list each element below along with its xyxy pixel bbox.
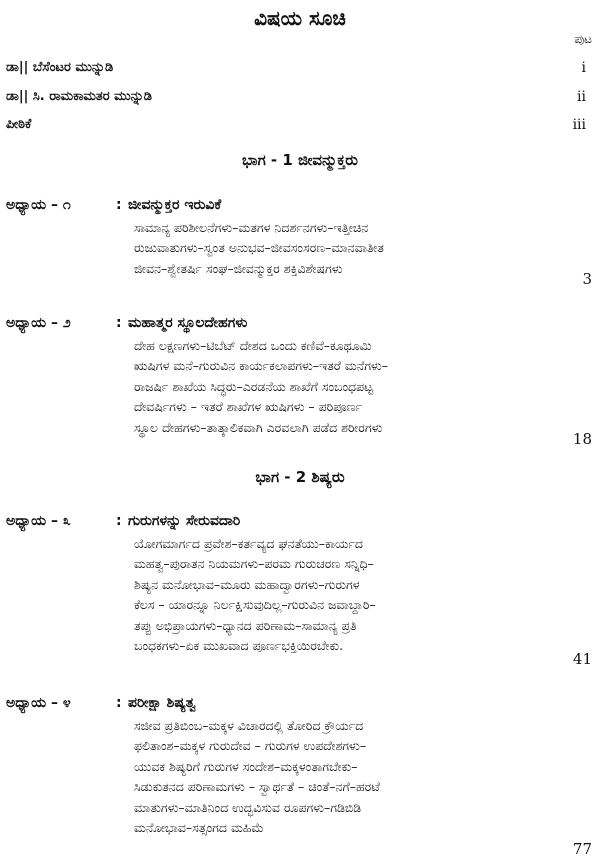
- chapter-summary-line: ಋಷಿಗಳ ಮನೆ–ಗುರುವಿನ ಕಾರ್ಯಕಲಾಪಗಳು–ಇತರೆ ಮನೆಗಳು–: [134, 358, 388, 374]
- chapter-colon: :: [116, 513, 122, 529]
- chapter-page-number: 77: [572, 840, 592, 858]
- front-matter-page: iii: [572, 117, 586, 133]
- chapter-entry: [6, 310, 596, 448]
- part-heading: ಭಾಗ - 2 ಶಿಷ್ಯರು: [255, 468, 345, 486]
- chapter-label: ಅಧ್ಯಾಯ – ೪: [6, 695, 71, 711]
- chapter-page-number: 3: [582, 270, 592, 288]
- chapter-page-number: 18: [572, 430, 592, 448]
- chapter-summary-line: ಮನೋಭಾವ–ಸತ್ಸಂಗದ ಮಹಿಮೆ: [134, 820, 264, 836]
- front-matter-label: ಪೀಠಿಕೆ: [6, 117, 32, 132]
- part-heading: ಭಾಗ - 1 ಜೀವನ್ಮುಕ್ತರು: [242, 151, 358, 169]
- chapter-summary-line: ಸಜೀವ ಪ್ರತಿಬಿಂಬ–ಮಕ್ಕಳ ವಿಚಾರದಲ್ಲಿ ತೋರಿದ ಕ್ರೌರ್ಯದ: [134, 718, 364, 733]
- chapter-summary-line: ರುಜುವಾತುಗಳು–ಸ್ವಂತ ಅನುಭವ–ಜೀವಸಂಸರಣ–ಮಾನವಾತೀತ: [134, 240, 384, 256]
- chapter-title: ಪರೀಕ್ಷಾ ಶಿಷ್ಯತ್ವ: [128, 695, 196, 711]
- chapter-summary-line: ರಾಜರ್ಷಿ ಶಾಖೆಯ ಸಿದ್ಧರು–ಎರಡನೆಯ ಶಾಖೆಗೆ ಸಂಬಂಧಪಟ್ಟ: [134, 378, 374, 394]
- chapter-title: ಗುರುಗಳನ್ನು ಸೇರುವದಾರಿ: [128, 513, 241, 529]
- chapter-summary-line: ಬಂಧಕಗಳು–ಏಕ ಮುಖವಾದ ಪೂರ್ಣಭಕ್ತಿಯಿರಬೇಕು.: [134, 638, 344, 654]
- chapter-colon: :: [116, 315, 122, 331]
- chapter-colon: :: [116, 695, 122, 711]
- chapter-summary-line: ಸಾಮಾನ್ಯ ಪರಿಶೀಲನೆಗಳು–ಮತಗಳ ನಿದರ್ಶನಗಳು–ಇತ್ತೀಚಿನ: [134, 220, 369, 235]
- chapter-heading: [6, 310, 596, 336]
- front-matter-page: ii: [577, 89, 586, 105]
- front-matter-entry: [6, 117, 586, 132]
- chapter-summary-line: ದೇಹ ಲಕ್ಷಣಗಳು–ಟಿಬೆಟ್ ದೇಶದ ಒಂದು ಕಣಿವೆ–ಕೂಥೂಮಿ: [134, 338, 372, 353]
- chapter-summary-line: ಫಲಿತಾಂಶ–ಮಕ್ಕಳ ಗುರುದೇವ – ಗುರುಗಳ ಉಪದೇಶಗಳು–: [134, 738, 367, 754]
- chapter-summary-line: ಶಿಷ್ಯನ ಮನೋಭಾವ–ಮೂರು ಮಹಾದ್ವಾರಗಳು–ಗುರುಗಳ: [134, 576, 360, 592]
- chapter-summary-line: ಸಿಡುಕುತನದ ಪರಿಣಾಮಗಳು – ಸ್ವಾರ್ಥತೆ – ಚಿಂತೆ–ನಗೆ–ಹರಟೆ: [134, 779, 380, 795]
- front-matter-label: ಡಾ|| ಬೆಸೆಂಟರ ಮುನ್ನುಡಿ: [6, 60, 114, 75]
- chapter-summary-line: ದೇವರ್ಷಿಗಳು – ಇತರೆ ಶಾಖೆಗಳ ಋಷಿಗಳು – ಪರಿಪೂರ್ಣ: [134, 399, 363, 415]
- page-title: ವಿಷಯ ಸೂಚಿ: [254, 6, 346, 30]
- chapter-label: ಅಧ್ಯಾಯ – ೧: [6, 197, 71, 213]
- chapter-entry: [6, 690, 596, 858]
- chapter-summary-line: ಯುವಕ ಶಿಷ್ಯರಿಗೆ ಗುರುಗಳ ಸಂದೇಶ–ಮಕ್ಕಳಂತಾಗಬೇಕು–: [134, 758, 358, 774]
- front-matter-entry: [6, 89, 586, 104]
- chapter-entry: [6, 192, 596, 288]
- chapter-heading: [6, 690, 596, 716]
- chapter-summary-line: ಯೋಗಮಾರ್ಗದ ಪ್ರವೇಶ–ಕರ್ತವ್ಯದ ಘನತೆಯು–ಕಾರ್ಯದ: [134, 536, 363, 551]
- chapter-title: ಜೀವನ್ಮುಕ್ತರ ಇರುವಿಕೆ: [128, 197, 222, 213]
- chapter-heading: [6, 508, 596, 534]
- chapter-summary-line: ತಪ್ಪು ಅಭಿಪ್ರಾಯಗಳು–ಧ್ಯಾನದ ಪರಿಣಾಮ–ಸಾಮಾನ್ಯ ಪ್ರತಿ: [134, 617, 357, 633]
- chapter-summary-line: ಕೆಲಸ – ಯಾರನ್ನೂ ನಿರ್ಲಕ್ಷಿಸುವುದಿಲ್ಲ–ಗುರುವಿನ ಜವಾಬ್ದಾರಿ–: [134, 597, 376, 613]
- chapter-colon: :: [116, 197, 122, 213]
- chapter-heading: [6, 192, 596, 218]
- front-matter-label: ಡಾ|| ಸಿ. ರಾಮಕಾಮತರ ಮುನ್ನುಡಿ: [6, 89, 152, 104]
- chapter-summary-line: ಮಹತ್ವ–ಪುರಾತನ ನಿಯಮಗಳು–ಪರಮ ಗುರುಚರಣ ಸನ್ನಿಧಿ–: [134, 556, 374, 572]
- chapter-summary-line: ಜೀವನ–ಶ್ವೇತರ್ಷಿ ಸಂಘ–ಜೀವನ್ಮುಕ್ತರ ಶಕ್ತಿವಿಶೇಷಗಳು: [134, 260, 343, 276]
- chapter-page-number: 41: [572, 650, 592, 668]
- chapter-label: ಅಧ್ಯಾಯ – ೩: [6, 513, 71, 529]
- front-matter-entry: [6, 60, 586, 75]
- chapter-label: ಅಧ್ಯಾಯ – ೨: [6, 315, 71, 331]
- page-column-header: ಪುಟ: [574, 32, 592, 46]
- chapter-entry: [6, 508, 596, 668]
- chapter-title: ಮಹಾತ್ಮರ ಸ್ಥೂಲದೇಹಗಳು: [128, 315, 248, 331]
- chapter-summary-line: ಮಾತುಗಳು–ಮಾತಿನಿಂದ ಉದ್ಭವಿಸುವ ರೂಪಗಳು–ಗಡಿಬಿಡಿ: [134, 799, 362, 815]
- front-matter-page: i: [581, 60, 586, 76]
- chapter-summary-line: ಸ್ಥೂಲ ದೇಹಗಳು–ತಾತ್ಕಾಲಿಕವಾಗಿ ಎರವಲಾಗಿ ಪಡೆದ ಶರೀರಗಳು: [134, 419, 383, 435]
